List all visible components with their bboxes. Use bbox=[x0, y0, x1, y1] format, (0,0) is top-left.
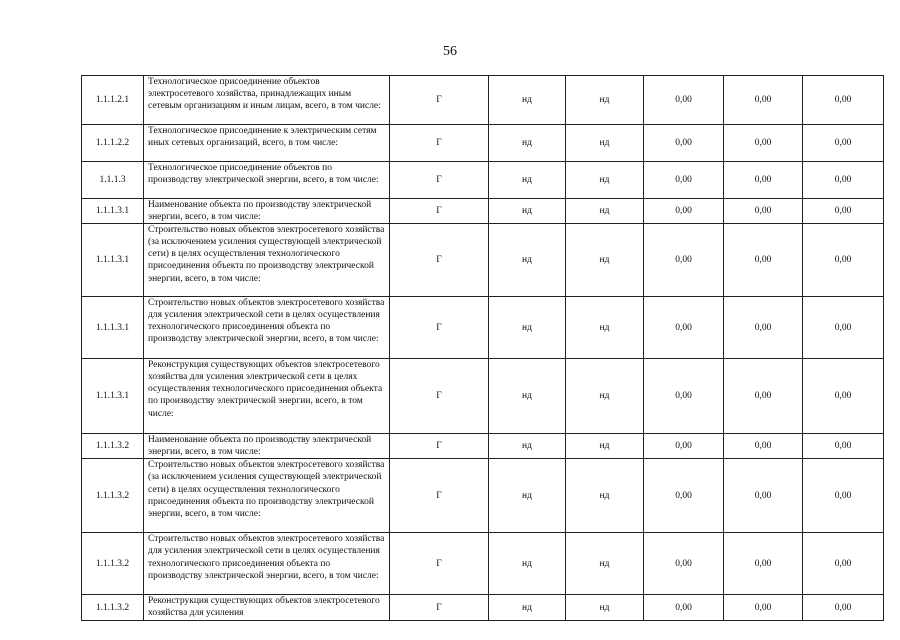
row-description: Строительство новых объектов электросетевого хозяйства (за исключением усиления существующей электрической сети) в целях осуществления технологического присоединения объекта по производству электрической энергии, всего, в том числе: bbox=[144, 459, 390, 533]
row-nd-2: нд bbox=[566, 459, 644, 533]
row-value-1: 0,00 bbox=[644, 125, 724, 162]
row-value-2: 0,00 bbox=[724, 199, 803, 224]
row-letter: Г bbox=[390, 162, 489, 199]
table-body bbox=[82, 76, 884, 621]
row-description: Технологическое присоединение объектов по производству электрической энергии, всего, в том числе: bbox=[144, 162, 390, 199]
row-letter: Г bbox=[390, 224, 489, 297]
row-description: Строительство новых объектов электросетевого хозяйства (за исключением усиления существующей электрической сети) в целях осуществления технологического присоединения объекта по производству электрической энергии, всего, в том числе: bbox=[144, 224, 390, 297]
row-code: 1.1.1.3.1 bbox=[82, 224, 144, 297]
row-code: 1.1.1.3.2 bbox=[82, 459, 144, 533]
row-value-3: 0,00 bbox=[803, 76, 884, 125]
row-value-3: 0,00 bbox=[803, 359, 884, 434]
row-value-1: 0,00 bbox=[644, 224, 724, 297]
row-description: Наименование объекта по производству электрической энергии, всего, в том числе: bbox=[144, 199, 390, 224]
row-code: 1.1.1.3.2 bbox=[82, 595, 144, 621]
row-nd-2: нд bbox=[566, 162, 644, 199]
row-nd-1: нд bbox=[489, 199, 566, 224]
row-nd-2: нд bbox=[566, 359, 644, 434]
row-value-1: 0,00 bbox=[644, 359, 724, 434]
row-code: 1.1.1.2.2 bbox=[82, 125, 144, 162]
row-value-1: 0,00 bbox=[644, 434, 724, 459]
row-nd-2: нд bbox=[566, 76, 644, 125]
row-value-2: 0,00 bbox=[724, 125, 803, 162]
row-nd-2: нд bbox=[566, 297, 644, 359]
row-description: Реконструкция существующих объектов электросетевого хозяйства для усиления электрической сети в целях осуществления технологического присоединения объекта по производству электрической энергии, всего, в том числе: bbox=[144, 359, 390, 434]
row-description: Наименование объекта по производству электрической энергии, всего, в том числе: bbox=[144, 434, 390, 459]
row-value-1: 0,00 bbox=[644, 533, 724, 595]
row-code: 1.1.1.3 bbox=[82, 162, 144, 199]
row-value-2: 0,00 bbox=[724, 76, 803, 125]
row-value-3: 0,00 bbox=[803, 199, 884, 224]
row-value-2: 0,00 bbox=[724, 162, 803, 199]
row-nd-1: нд bbox=[489, 359, 566, 434]
row-value-1: 0,00 bbox=[644, 459, 724, 533]
table-row bbox=[82, 76, 884, 125]
row-value-1: 0,00 bbox=[644, 199, 724, 224]
row-nd-1: нд bbox=[489, 434, 566, 459]
row-nd-1: нд bbox=[489, 297, 566, 359]
table-row bbox=[82, 199, 884, 224]
row-value-2: 0,00 bbox=[724, 595, 803, 621]
row-code: 1.1.1.3.2 bbox=[82, 533, 144, 595]
row-value-3: 0,00 bbox=[803, 297, 884, 359]
row-nd-2: нд bbox=[566, 224, 644, 297]
table-row bbox=[82, 595, 884, 621]
row-value-3: 0,00 bbox=[803, 459, 884, 533]
table-row bbox=[82, 224, 884, 297]
row-value-3: 0,00 bbox=[803, 595, 884, 621]
row-value-1: 0,00 bbox=[644, 76, 724, 125]
row-nd-2: нд bbox=[566, 125, 644, 162]
row-value-2: 0,00 bbox=[724, 533, 803, 595]
row-description: Строительство новых объектов электросетевого хозяйства для усиления электрической сети в целях осуществления технологического присоединения объекта по производству электрической энергии, всего, в том числе: bbox=[144, 297, 390, 359]
row-value-2: 0,00 bbox=[724, 359, 803, 434]
row-letter: Г bbox=[390, 125, 489, 162]
table-row bbox=[82, 459, 884, 533]
row-letter: Г bbox=[390, 76, 489, 125]
row-value-2: 0,00 bbox=[724, 297, 803, 359]
row-nd-1: нд bbox=[489, 459, 566, 533]
row-letter: Г bbox=[390, 459, 489, 533]
table-row bbox=[82, 533, 884, 595]
row-value-1: 0,00 bbox=[644, 595, 724, 621]
table-row bbox=[82, 359, 884, 434]
table-row bbox=[82, 297, 884, 359]
row-value-3: 0,00 bbox=[803, 125, 884, 162]
row-code: 1.1.1.3.1 bbox=[82, 297, 144, 359]
row-description: Строительство новых объектов электросетевого хозяйства для усиления электрической сети в целях осуществления технологического присоединения объекта по производству электрической энергии, всего, в том числе: bbox=[144, 533, 390, 595]
page-number: 56 bbox=[443, 44, 457, 59]
table-row bbox=[82, 125, 884, 162]
row-value-3: 0,00 bbox=[803, 434, 884, 459]
row-value-3: 0,00 bbox=[803, 533, 884, 595]
row-nd-1: нд bbox=[489, 595, 566, 621]
row-nd-1: нд bbox=[489, 162, 566, 199]
row-code: 1.1.1.3.1 bbox=[82, 199, 144, 224]
row-description: Реконструкция существующих объектов электросетевого хозяйства для усиления bbox=[144, 595, 390, 621]
row-value-3: 0,00 bbox=[803, 224, 884, 297]
row-code: 1.1.1.3.1 bbox=[82, 359, 144, 434]
row-value-1: 0,00 bbox=[644, 297, 724, 359]
row-value-2: 0,00 bbox=[724, 459, 803, 533]
row-nd-2: нд bbox=[566, 434, 644, 459]
row-letter: Г bbox=[390, 359, 489, 434]
row-letter: Г bbox=[390, 297, 489, 359]
row-nd-2: нд bbox=[566, 533, 644, 595]
row-letter: Г bbox=[390, 595, 489, 621]
row-value-2: 0,00 bbox=[724, 434, 803, 459]
row-nd-2: нд bbox=[566, 199, 644, 224]
row-letter: Г bbox=[390, 199, 489, 224]
row-nd-1: нд bbox=[489, 76, 566, 125]
table-row bbox=[82, 434, 884, 459]
row-nd-1: нд bbox=[489, 224, 566, 297]
row-value-2: 0,00 bbox=[724, 224, 803, 297]
row-description: Технологическое присоединение к электрическим сетям иных сетевых организаций, всего, в том числе: bbox=[144, 125, 390, 162]
row-letter: Г bbox=[390, 434, 489, 459]
row-description: Технологическое присоединение объектов электросетевого хозяйства, принадлежащих иным сетевым организациям и иным лицам, всего, в том числе: bbox=[144, 76, 390, 125]
row-code: 1.1.1.2.1 bbox=[82, 76, 144, 125]
table-row bbox=[82, 162, 884, 199]
row-letter: Г bbox=[390, 533, 489, 595]
row-code: 1.1.1.3.2 bbox=[82, 434, 144, 459]
row-nd-2: нд bbox=[566, 595, 644, 621]
row-nd-1: нд bbox=[489, 533, 566, 595]
row-value-3: 0,00 bbox=[803, 162, 884, 199]
row-nd-1: нд bbox=[489, 125, 566, 162]
row-value-1: 0,00 bbox=[644, 162, 724, 199]
data-table bbox=[81, 75, 884, 621]
